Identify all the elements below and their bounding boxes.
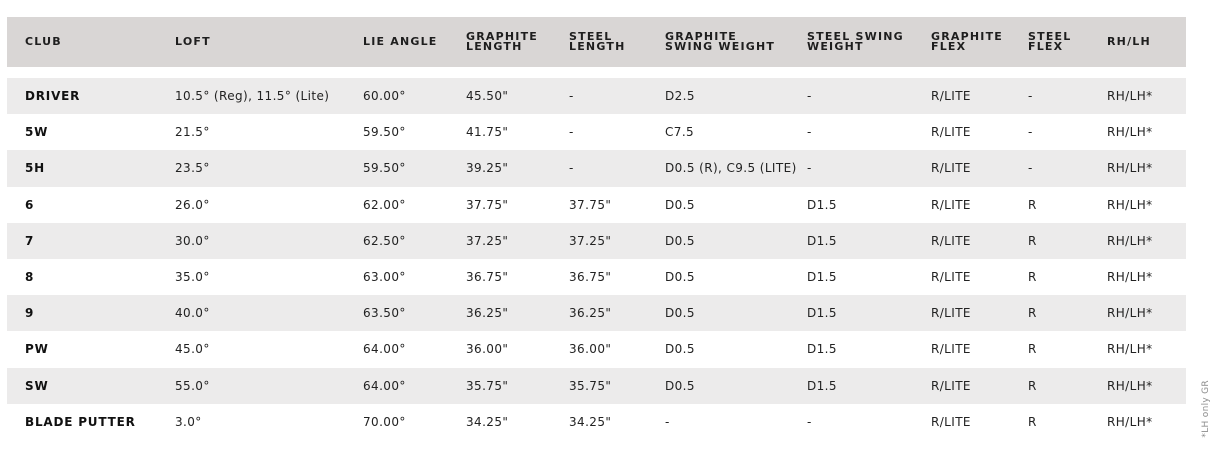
cell-steel-length: - [569,114,665,150]
cell-lie-angle: 63.50° [363,295,466,331]
cell-loft: 10.5° (Reg), 11.5° (Lite) [175,78,363,114]
club-specs-table [7,17,1186,440]
cell-steel-swing-weight: - [807,114,931,150]
header-steel-swing-weight: STEEL SWING WEIGHT [807,17,931,67]
cell-steel-flex: - [1028,150,1107,186]
cell-graphite-swing-weight: D2.5 [665,78,807,114]
cell-steel-length: 36.25" [569,295,665,331]
cell-loft: 26.0° [175,187,363,223]
header-row [7,17,1186,67]
cell-steel-swing-weight: D1.5 [807,187,931,223]
table-row [7,368,1186,404]
cell-graphite-swing-weight: D0.5 [665,331,807,367]
table-row [7,187,1186,223]
table-row [7,259,1186,295]
cell-club: 5H [7,150,175,186]
cell-graphite-flex: R/LITE [931,150,1028,186]
cell-graphite-swing-weight: D0.5 [665,259,807,295]
cell-graphite-length: 45.50" [466,78,569,114]
header-loft: LOFT [175,17,363,67]
cell-graphite-flex: R/LITE [931,187,1028,223]
cell-graphite-swing-weight: D0.5 [665,368,807,404]
table-row [7,150,1186,186]
cell-rh-lh: RH/LH* [1107,259,1186,295]
header-graphite-length: GRAPHITE LENGTH [466,17,569,67]
header-club: CLUB [7,17,175,67]
cell-steel-length: 37.25" [569,223,665,259]
cell-graphite-swing-weight: D0.5 [665,187,807,223]
cell-graphite-swing-weight: D0.5 [665,223,807,259]
cell-graphite-flex: R/LITE [931,223,1028,259]
header-graphite-swing-weight: GRAPHITE SWING WEIGHT [665,17,807,67]
header-graphite-flex: GRAPHITE FLEX [931,17,1028,67]
cell-graphite-length: 35.75" [466,368,569,404]
cell-lie-angle: 62.50° [363,223,466,259]
cell-graphite-flex: R/LITE [931,331,1028,367]
cell-steel-swing-weight: D1.5 [807,368,931,404]
cell-graphite-flex: R/LITE [931,259,1028,295]
cell-steel-flex: R [1028,259,1107,295]
cell-rh-lh: RH/LH* [1107,331,1186,367]
cell-graphite-swing-weight: - [665,404,807,440]
spacer-cell [7,67,1186,78]
cell-steel-flex: R [1028,331,1107,367]
cell-steel-flex: R [1028,368,1107,404]
cell-steel-swing-weight: D1.5 [807,223,931,259]
table-row [7,404,1186,440]
specs-table-container [7,17,1186,440]
cell-loft: 23.5° [175,150,363,186]
cell-steel-length: - [569,150,665,186]
cell-lie-angle: 62.00° [363,187,466,223]
cell-club: DRIVER [7,78,175,114]
cell-lie-angle: 64.00° [363,368,466,404]
header-spacer [7,67,1186,78]
cell-rh-lh: RH/LH* [1107,150,1186,186]
header-steel-flex: STEEL FLEX [1028,17,1107,67]
table-body [7,78,1186,440]
cell-rh-lh: RH/LH* [1107,187,1186,223]
table-row [7,78,1186,114]
cell-graphite-flex: R/LITE [931,78,1028,114]
cell-steel-length: - [569,78,665,114]
cell-club: SW [7,368,175,404]
cell-graphite-length: 37.25" [466,223,569,259]
cell-steel-swing-weight: D1.5 [807,331,931,367]
cell-steel-flex: R [1028,187,1107,223]
cell-club: 8 [7,259,175,295]
cell-loft: 35.0° [175,259,363,295]
cell-lie-angle: 64.00° [363,331,466,367]
cell-graphite-length: 41.75" [466,114,569,150]
cell-club: 9 [7,295,175,331]
cell-steel-length: 37.75" [569,187,665,223]
cell-graphite-swing-weight: D0.5 (R), C9.5 (LITE) [665,150,807,186]
cell-steel-flex: R [1028,404,1107,440]
cell-loft: 40.0° [175,295,363,331]
cell-steel-length: 36.00" [569,331,665,367]
table-row [7,114,1186,150]
cell-steel-flex: - [1028,78,1107,114]
cell-rh-lh: RH/LH* [1107,223,1186,259]
cell-lie-angle: 60.00° [363,78,466,114]
cell-steel-swing-weight: D1.5 [807,295,931,331]
cell-graphite-flex: R/LITE [931,295,1028,331]
cell-graphite-length: 37.75" [466,187,569,223]
cell-steel-swing-weight: - [807,78,931,114]
cell-graphite-flex: R/LITE [931,114,1028,150]
cell-lie-angle: 70.00° [363,404,466,440]
cell-lie-angle: 63.00° [363,259,466,295]
header-rh-lh: RH/LH [1107,17,1186,67]
cell-club: 6 [7,187,175,223]
cell-steel-swing-weight: D1.5 [807,259,931,295]
cell-steel-flex: R [1028,223,1107,259]
cell-loft: 45.0° [175,331,363,367]
cell-rh-lh: RH/LH* [1107,114,1186,150]
cell-steel-flex: - [1028,114,1107,150]
cell-graphite-length: 36.25" [466,295,569,331]
cell-steel-length: 36.75" [569,259,665,295]
header-steel-length: STEEL LENGTH [569,17,665,67]
cell-graphite-flex: R/LITE [931,368,1028,404]
table-row [7,295,1186,331]
cell-loft: 21.5° [175,114,363,150]
cell-graphite-length: 36.00" [466,331,569,367]
cell-club: 7 [7,223,175,259]
cell-rh-lh: RH/LH* [1107,404,1186,440]
cell-graphite-flex: R/LITE [931,404,1028,440]
cell-steel-length: 35.75" [569,368,665,404]
cell-club: 5W [7,114,175,150]
cell-steel-swing-weight: - [807,404,931,440]
cell-rh-lh: RH/LH* [1107,295,1186,331]
cell-lie-angle: 59.50° [363,114,466,150]
cell-loft: 3.0° [175,404,363,440]
cell-steel-swing-weight: - [807,150,931,186]
cell-rh-lh: RH/LH* [1107,78,1186,114]
cell-graphite-length: 36.75" [466,259,569,295]
cell-rh-lh: RH/LH* [1107,368,1186,404]
cell-loft: 30.0° [175,223,363,259]
cell-club: BLADE PUTTER [7,404,175,440]
cell-graphite-swing-weight: D0.5 [665,295,807,331]
footnote: *LH only GR [1201,380,1211,438]
table-row [7,331,1186,367]
cell-steel-length: 34.25" [569,404,665,440]
header-lie-angle: LIE ANGLE [363,17,466,67]
cell-club: PW [7,331,175,367]
cell-graphite-length: 34.25" [466,404,569,440]
cell-steel-flex: R [1028,295,1107,331]
cell-lie-angle: 59.50° [363,150,466,186]
cell-loft: 55.0° [175,368,363,404]
cell-graphite-length: 39.25" [466,150,569,186]
cell-graphite-swing-weight: C7.5 [665,114,807,150]
table-row [7,223,1186,259]
